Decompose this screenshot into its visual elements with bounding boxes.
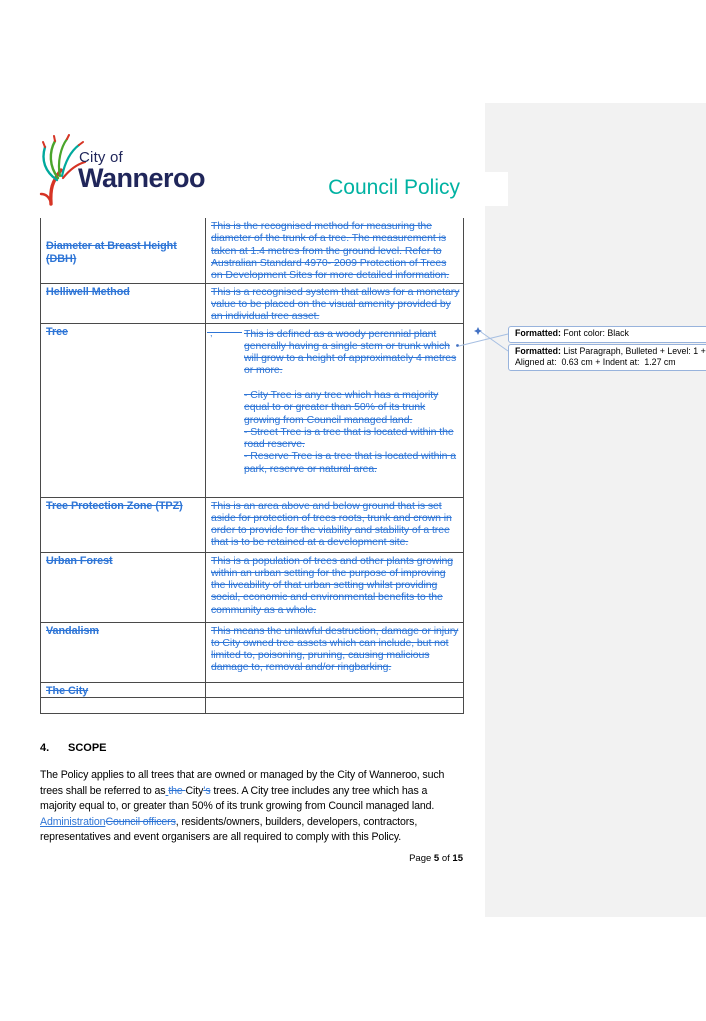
term-cell (41, 682, 206, 698)
term-label-deleted: The City (46, 684, 89, 697)
header-notch (485, 172, 508, 206)
body-text: majority equal to, or greater than 50% of its trunk growing from Council managed land. (40, 800, 435, 813)
document-title: Council Policy (328, 176, 460, 199)
definition-cell (206, 218, 464, 283)
definition-paragraph-deleted: - Street Tree is a tree that is located within the road reserve. (244, 425, 454, 451)
term-cell (41, 698, 206, 714)
formatted-revision-balloon[interactable] (508, 344, 706, 371)
body-text: The Policy applies to all trees that are owned or managed by the City of Wanneroo, such (40, 769, 445, 781)
table-row (41, 497, 464, 552)
table-row (41, 323, 464, 497)
term-label-deleted: Tree (46, 325, 69, 338)
table-row (41, 218, 464, 283)
definition-paragraph-deleted: This is a recognised system that allows for a monetary value to be placed on the visual amenity provided by an individual tree asset. (211, 285, 460, 323)
body-text: , residents/owners, builders, developers, contractors, (175, 815, 418, 828)
table-row (41, 698, 464, 714)
definitions-table (40, 218, 464, 714)
balloon-text: List Paragraph, Bulleted + Level: 1 + Aligned at: 0.63 cm + Indent at: 1.27 cm (515, 346, 706, 368)
term-label-deleted: Tree Protection Zone (TPZ) (46, 499, 183, 512)
deleted-text: the (168, 784, 186, 797)
definition-paragraph-deleted: This is the recognised method for measuring the diameter of the trunk of a tree. The measurement is taken at 1.4 metres from the ground level. Refer to Australian Standard 4970- 2009 Protection of Trees on Development Sites for more detailed information. (211, 220, 450, 282)
section-title: SCOPE (68, 742, 107, 754)
deleted-text: ’s (203, 784, 211, 797)
term-cell (41, 323, 206, 497)
definition-cell (206, 323, 464, 497)
balloon-label: Formatted: (515, 346, 561, 356)
definition-paragraph-deleted (211, 377, 460, 389)
section-heading (40, 742, 107, 754)
definition-paragraph-deleted: - City Tree is any tree which has a majority equal to or greater than 50% of its trunk growing from Council managed land. (244, 388, 439, 426)
balloon-label: Formatted: (515, 328, 561, 338)
term-label-deleted: Diameter at Breast Height (DBH) (46, 240, 177, 265)
term-cell (41, 552, 206, 622)
inserted-text: Administration (40, 815, 106, 828)
definition-cell (206, 283, 464, 323)
page-number-footer (263, 853, 463, 864)
term-label-deleted: Vandalism (46, 624, 99, 637)
body-text: trees. A City tree includes any tree which has a (210, 784, 428, 797)
footer-text: 5 (433, 853, 440, 864)
table-row (41, 552, 464, 622)
body-text: representatives and event organisers are all required to comply with this Policy. (40, 831, 402, 844)
definition-cell (206, 552, 464, 622)
footer-text: 15 (452, 853, 463, 864)
table-row (41, 682, 464, 698)
body-text: trees shall be referred to as (40, 784, 166, 797)
definition-paragraph-deleted: , This is defined as a woody perennial plant generally having a single stem or trunk which will grow to a height of approximately 4 metres or more. (244, 326, 460, 377)
body-text: City (185, 784, 204, 797)
deleted-text: Council officers (105, 815, 176, 828)
term-label-deleted: Helliwell Method (46, 285, 130, 298)
section-number: 4. (40, 742, 50, 754)
definition-cell (206, 682, 464, 698)
balloon-text: Font color: Black (560, 328, 629, 338)
term-cell (41, 283, 206, 323)
term-cell (41, 622, 206, 682)
term-cell (41, 497, 206, 552)
footer-text: Page (409, 853, 434, 864)
term-cell (41, 218, 206, 283)
definition-paragraph-deleted: - Reserve Tree is a tree that is located within a park, reserve or natural area. (244, 450, 457, 475)
logo-wanneroo-text: Wanneroo (78, 163, 205, 193)
definition-cell (206, 698, 464, 714)
definition-paragraph-deleted: This means the unlawful destruction, damage or injury to City owned tree assets which can include, but not limited to, poisoning, pruning, causing malicious damage to, removal and/or ringbarking. (211, 624, 459, 674)
revision-anchor-star-icon (474, 327, 482, 335)
formatted-revision-balloon[interactable] (508, 326, 706, 343)
logo-city-of-text: City of (79, 149, 123, 166)
table-row (41, 283, 464, 323)
term-label-deleted: Urban Forest (46, 554, 113, 567)
markup-margin-panel (485, 103, 706, 917)
definition-cell (206, 622, 464, 682)
definition-cell (206, 497, 464, 552)
definition-paragraph-deleted: This is an area above and below ground that is set aside for protection of trees roots, trunk and crown in order to provide for the viability and stability of a tree that is to be retained at a development site. (211, 499, 452, 549)
city-of-wanneroo-logo (36, 134, 236, 206)
definition-paragraph-deleted: This is a population of trees and other plants growing within an urban setting for the purpose of improving the liveability of that urban setting whilst providing social, economic and environmental benefits to the community as a whole. (211, 554, 453, 616)
table-row (41, 622, 464, 682)
deleted-tab-mark (211, 326, 244, 337)
footer-text: of (439, 853, 453, 864)
scope-paragraph (40, 768, 486, 846)
